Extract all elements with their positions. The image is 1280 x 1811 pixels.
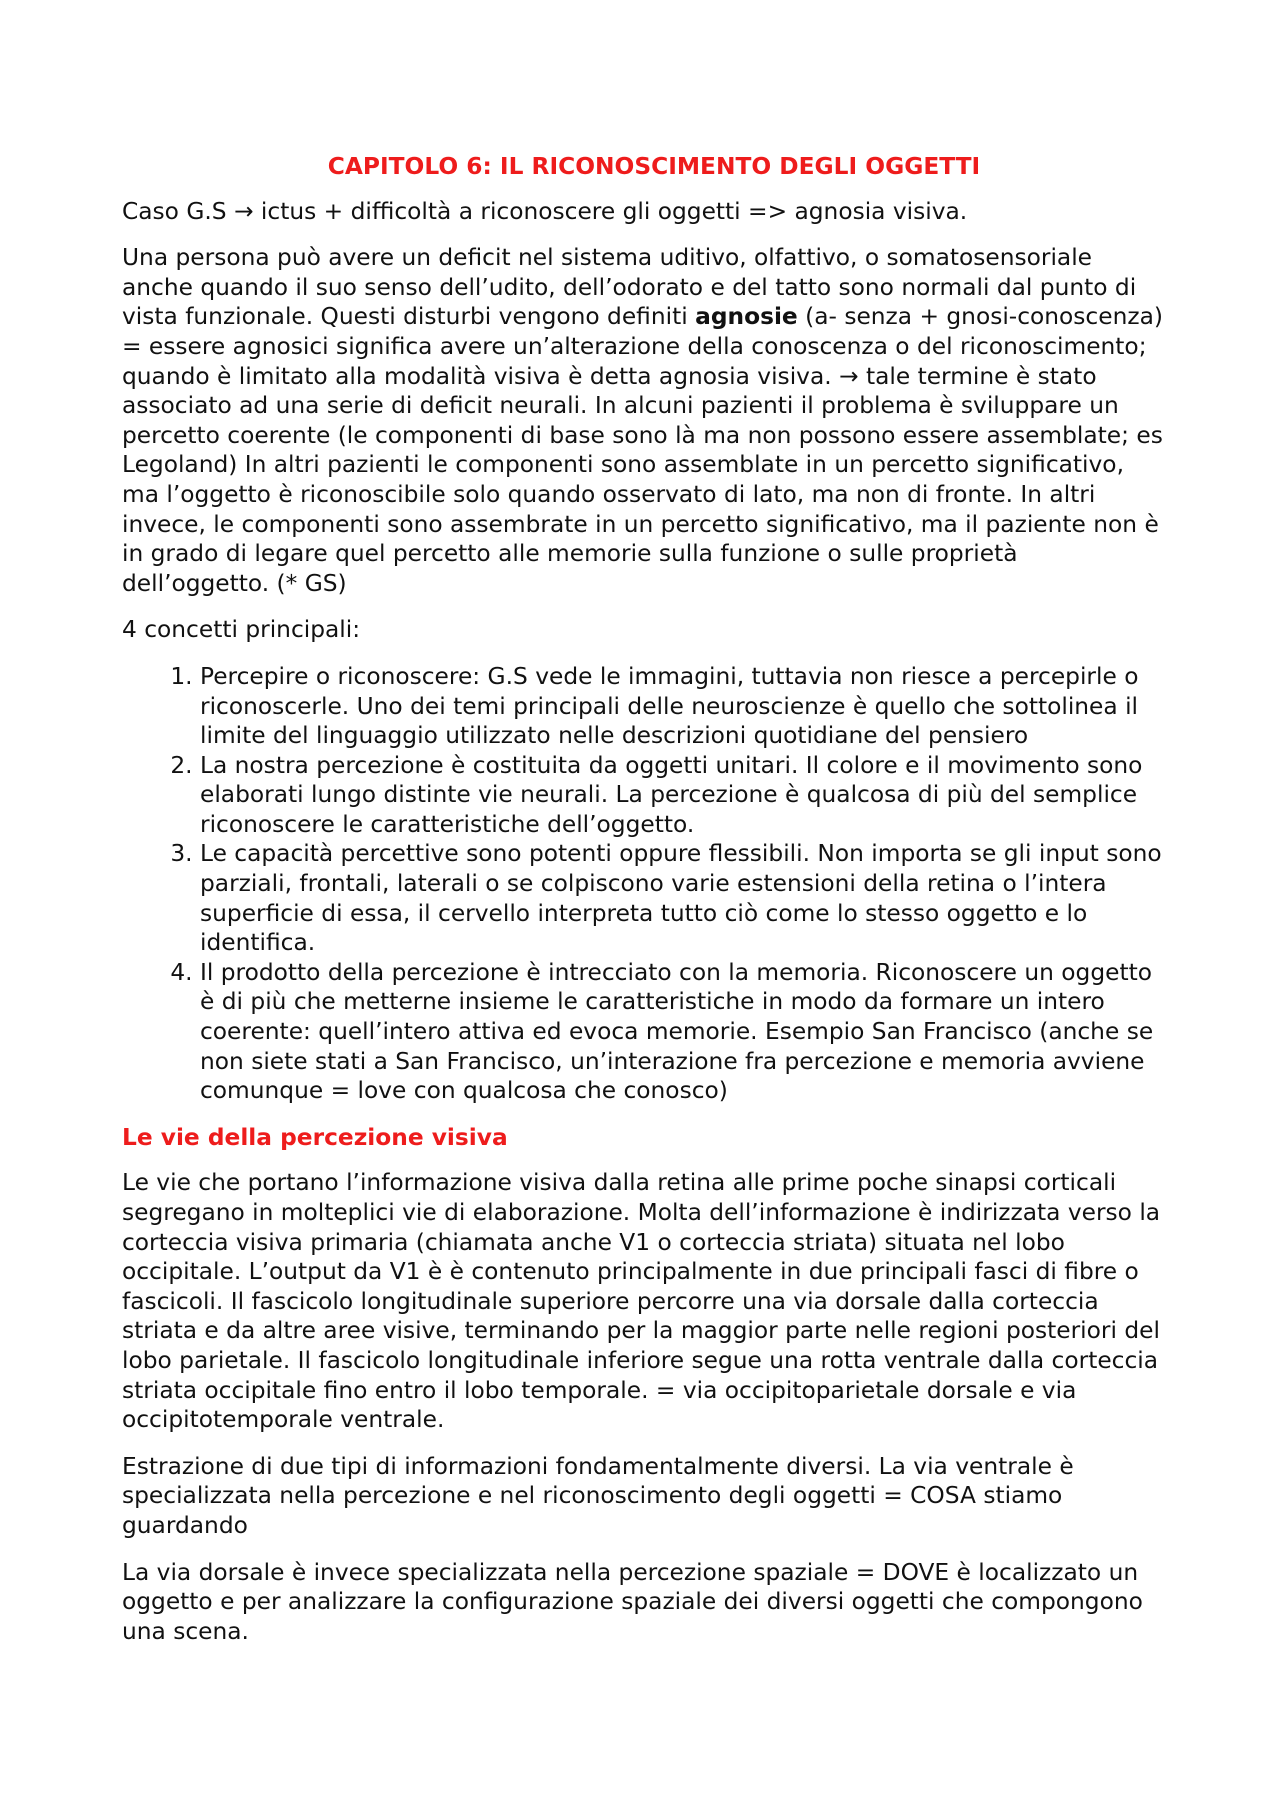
agnosie-term: agnosie [695,303,798,331]
section-heading: Le vie della percezione visiva [122,1123,508,1151]
list-item: 1. Percepire o riconoscere: G.S vede le immagini, tuttavia non riesce a percepirle o riconoscerle. Uno dei temi principali delle neuroscienze è quello che sottolinea il limite del linguaggio utilizzato nelle descrizioni quotidiane del pensiero [200,662,1168,751]
list-item: 3. Le capacità percettive sono potenti oppure flessibili. Non importa se gli input sono parziali, frontali, laterali o se colpiscono varie estensioni della retina o l’intera superficie di essa, il cervello interpreta tutto ciò come lo stesso oggetto e lo identifica. [200,839,1168,957]
case-line: Caso G.S → ictus + difficoltà a riconoscere gli oggetti => agnosia visiva. [122,197,968,225]
page-title: CAPITOLO 6: IL RICONOSCIMENTO DEGLI OGGETTI [327,153,981,180]
list-item: 2. La nostra percezione è costituita da oggetti unitari. Il colore e il movimento sono elaborati lungo distinte vie neurali. La percezione è qualcosa di più del semplice riconoscere le caratteristiche dell’oggetto. [200,751,1168,840]
section-paragraph: Le vie che portano l’informazione visiva dalla retina alle prime poche sinapsi corticali segregano in molteplici vie di elaborazione. Molta dell’informazione è indirizzata verso la corteccia visiva primaria (chiamata anche V1 o corteccia striata) situata nel lobo occipitale. L’output da V1 è è contenuto principalmente in due principali fasci di fibre o fascicoli. Il fascicolo longitudinale superiore percorre una via dorsale dalla corteccia striata e da altre aree visive, terminando per la maggior parte nelle regioni posteriori del lobo parietale. Il fascicolo longitudinale inferiore segue una rotta ventrale dalla corteccia striata occipitale fino entro il lobo temporale. = via occipitoparietale dorsale e via occipitotemporale ventrale. [122,1169,1161,1434]
concepts-label: 4 concetti principali: [122,616,361,644]
section-paragraph: La via dorsale è invece specializzata nella percezione spaziale = DOVE è localizzato un oggetto e per analizzare la configurazione spaziale dei diversi oggetti che compongono una scena. [122,1558,1143,1645]
intro-paragraph [122,243,1168,598]
intro-text-part1: Una persona può avere un deficit nel sistema uditivo, olfattivo, o somatosensoriale anche quando il suo senso dell’udito, dell’odorato e del tatto sono normali dal punto di vista funzionale. Questi disturbi vengono definiti [122,244,1137,331]
list-item: 4. Il prodotto della percezione è intrecciato con la memoria. Riconoscere un oggetto è di più che metterne insieme le caratteristiche in modo da formare un intero coerente: quell’intero attiva ed evoca memorie. Esempio San Francisco (anche se non siete stati a San Francisco, un’interazione fra percezione e memoria avviene comunque = love con qualcosa che conosco) [200,958,1168,1106]
concepts-list [122,662,1168,1106]
document-page [122,152,1168,1663]
intro-text-part2: (a- senza + gnosi-conoscenza) = essere agnosici significa avere un’alterazione della conoscenza o del riconoscimento; quando è limitato alla modalità visiva è detta agnosia visiva. → tale termine è stato associato ad una serie di deficit neurali. In alcuni pazienti il problema è sviluppare un percetto coerente (le componenti di base sono là ma non possono essere assemblate; es Legoland) In altri pazienti le componenti sono assemblate in un percetto significativo, ma l’oggetto è riconoscibile solo quando osservato di lato, ma non di fronte. In altri invece, le componenti sono assembrate in un percetto significativo, ma il paziente non è in grado di legare quel percetto alle memorie sulla funzione o sulle proprietà dell’oggetto. (* GS) [122,303,1163,597]
section-paragraph: Estrazione di due tipi di informazioni fondamentalmente diversi. La via ventrale è specializzata nella percezione e nel riconoscimento degli oggetti = COSA stiamo guardando [122,1452,1074,1539]
